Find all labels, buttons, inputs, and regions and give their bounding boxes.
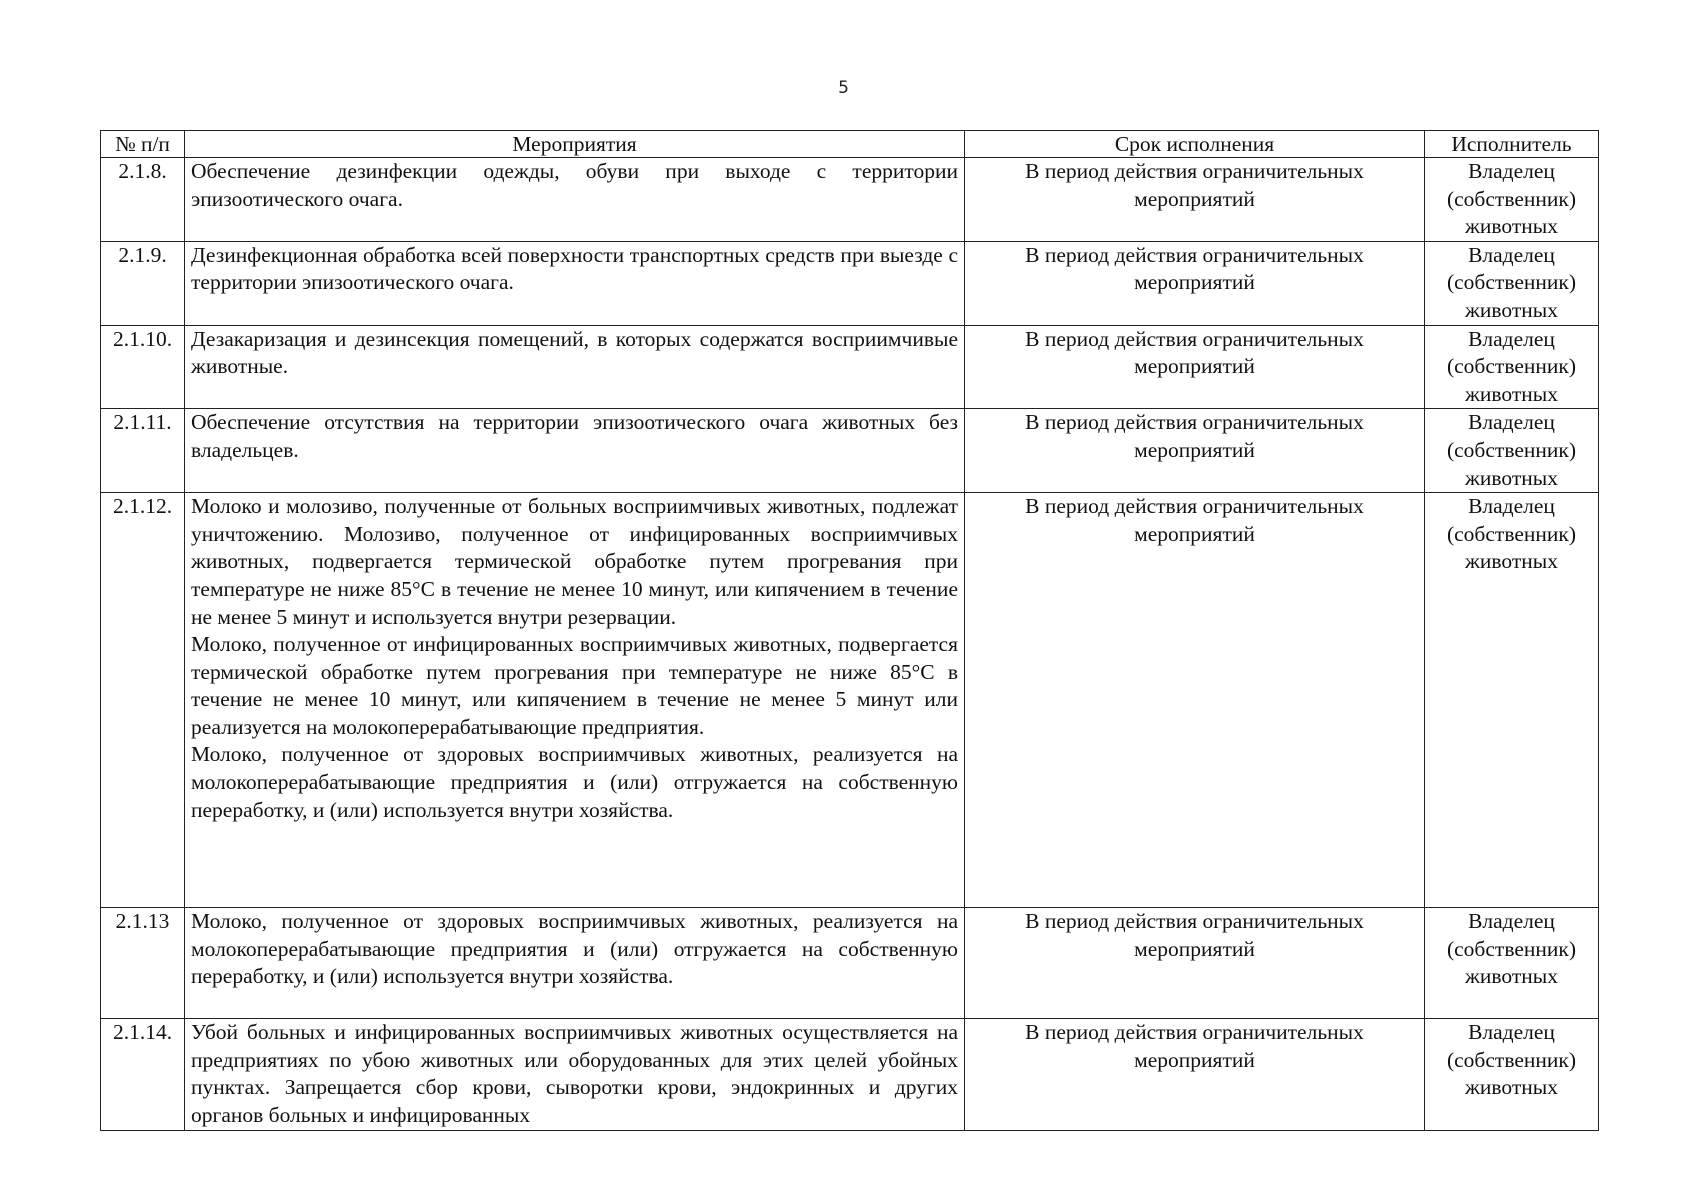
row-activity xyxy=(185,1019,965,1130)
table-row xyxy=(101,493,1599,908)
row-activity xyxy=(185,409,965,493)
table-row xyxy=(101,241,1599,325)
row-activity xyxy=(185,493,965,908)
activity-paragraph: Молоко, полученное от здоровых восприимчивых животных, реализуется на молокоперерабатывающие предприятия и (или) отгружается на собственную переработку, и (или) используется внутри хозяйства. xyxy=(191,742,958,822)
activity-paragraph: Молоко и молозиво, полученные от больных восприимчивых животных, подлежат уничтожению. Молозиво, полученное от инфицированных восприимчивых животных, подвергается термической обработке путем прогревания при температуре не ниже 85°С в течение не менее 10 минут, или кипячением в течение не менее 5 минут и используется внутри резервации. xyxy=(191,494,958,629)
header-number: № п/п xyxy=(101,131,185,158)
table-row xyxy=(101,908,1599,1019)
row-executor: Владелец (собственник) животных xyxy=(1425,325,1599,409)
table-row xyxy=(101,1019,1599,1130)
activity-paragraph: Дезакаризация и дезинсекция помещений, в которых содержатся восприимчивые животные. xyxy=(191,326,958,379)
row-executor: Владелец (собственник) животных xyxy=(1425,158,1599,242)
row-number: 2.1.14. xyxy=(101,1019,185,1130)
row-term: В период действия ограничительных мероприятий xyxy=(965,1019,1425,1130)
row-number: 2.1.11. xyxy=(101,409,185,493)
header-activity: Мероприятия xyxy=(185,131,965,158)
row-activity xyxy=(185,325,965,409)
table-row xyxy=(101,409,1599,493)
activity-paragraph: Обеспечение дезинфекции одежды, обуви при выходе с территории эпизоотического очага. xyxy=(191,159,958,211)
row-term: В период действия ограничительных мероприятий xyxy=(965,325,1425,409)
row-term: В период действия ограничительных мероприятий xyxy=(965,908,1425,1019)
row-executor: Владелец (собственник) животных xyxy=(1425,1019,1599,1130)
activity-paragraph: Молоко, полученное от инфицированных восприимчивых животных, подвергается термической обработке путем прогревания при температуре не ниже 85°С в течение не менее 10 минут, или кипячением в течение не менее 5 минут или реализуется на молокоперерабатывающие предприятия. xyxy=(191,632,958,739)
row-activity xyxy=(185,908,965,1019)
measures-table xyxy=(100,130,1599,1131)
header-term: Срок исполнения xyxy=(965,131,1425,158)
row-executor: Владелец (собственник) животных xyxy=(1425,409,1599,493)
activity-paragraph: Дезинфекционная обработка всей поверхности транспортных средств при выезде с территории эпизоотического очага. xyxy=(191,242,958,295)
row-executor: Владелец (собственник) животных xyxy=(1425,493,1599,908)
row-term: В период действия ограничительных мероприятий xyxy=(965,493,1425,908)
row-number: 2.1.13 xyxy=(101,908,185,1019)
row-activity xyxy=(185,158,965,242)
row-term: В период действия ограничительных мероприятий xyxy=(965,409,1425,493)
row-term: В период действия ограничительных мероприятий xyxy=(965,158,1425,242)
table-row xyxy=(101,158,1599,242)
row-number: 2.1.9. xyxy=(101,241,185,325)
row-term: В период действия ограничительных мероприятий xyxy=(965,241,1425,325)
page-number: 5 xyxy=(838,78,849,98)
activity-paragraph: Убой больных и инфицированных восприимчивых животных осуществляется на предприятиях по убою животных или оборудованных для этих целей убойных пунктах. Запрещается сбор крови, сыворотки крови, эндокринных и других органов больных и инфицированных xyxy=(191,1020,958,1127)
activity-paragraph: Молоко, полученное от здоровых восприимчивых животных, реализуется на молокоперерабатывающие предприятия и (или) отгружается на собственную переработку, и (или) используется внутри хозяйства. xyxy=(191,909,958,989)
row-executor: Владелец (собственник) животных xyxy=(1425,241,1599,325)
row-number: 2.1.12. xyxy=(101,493,185,908)
activity-paragraph: Обеспечение отсутствия на территории эпизоотического очага животных без владельцев. xyxy=(191,410,958,462)
row-executor: Владелец (собственник) животных xyxy=(1425,908,1599,1019)
table-header-row xyxy=(101,131,1599,158)
row-number: 2.1.10. xyxy=(101,325,185,409)
row-activity xyxy=(185,241,965,325)
row-number: 2.1.8. xyxy=(101,158,185,242)
table-row xyxy=(101,325,1599,409)
header-executor: Исполнитель xyxy=(1425,131,1599,158)
